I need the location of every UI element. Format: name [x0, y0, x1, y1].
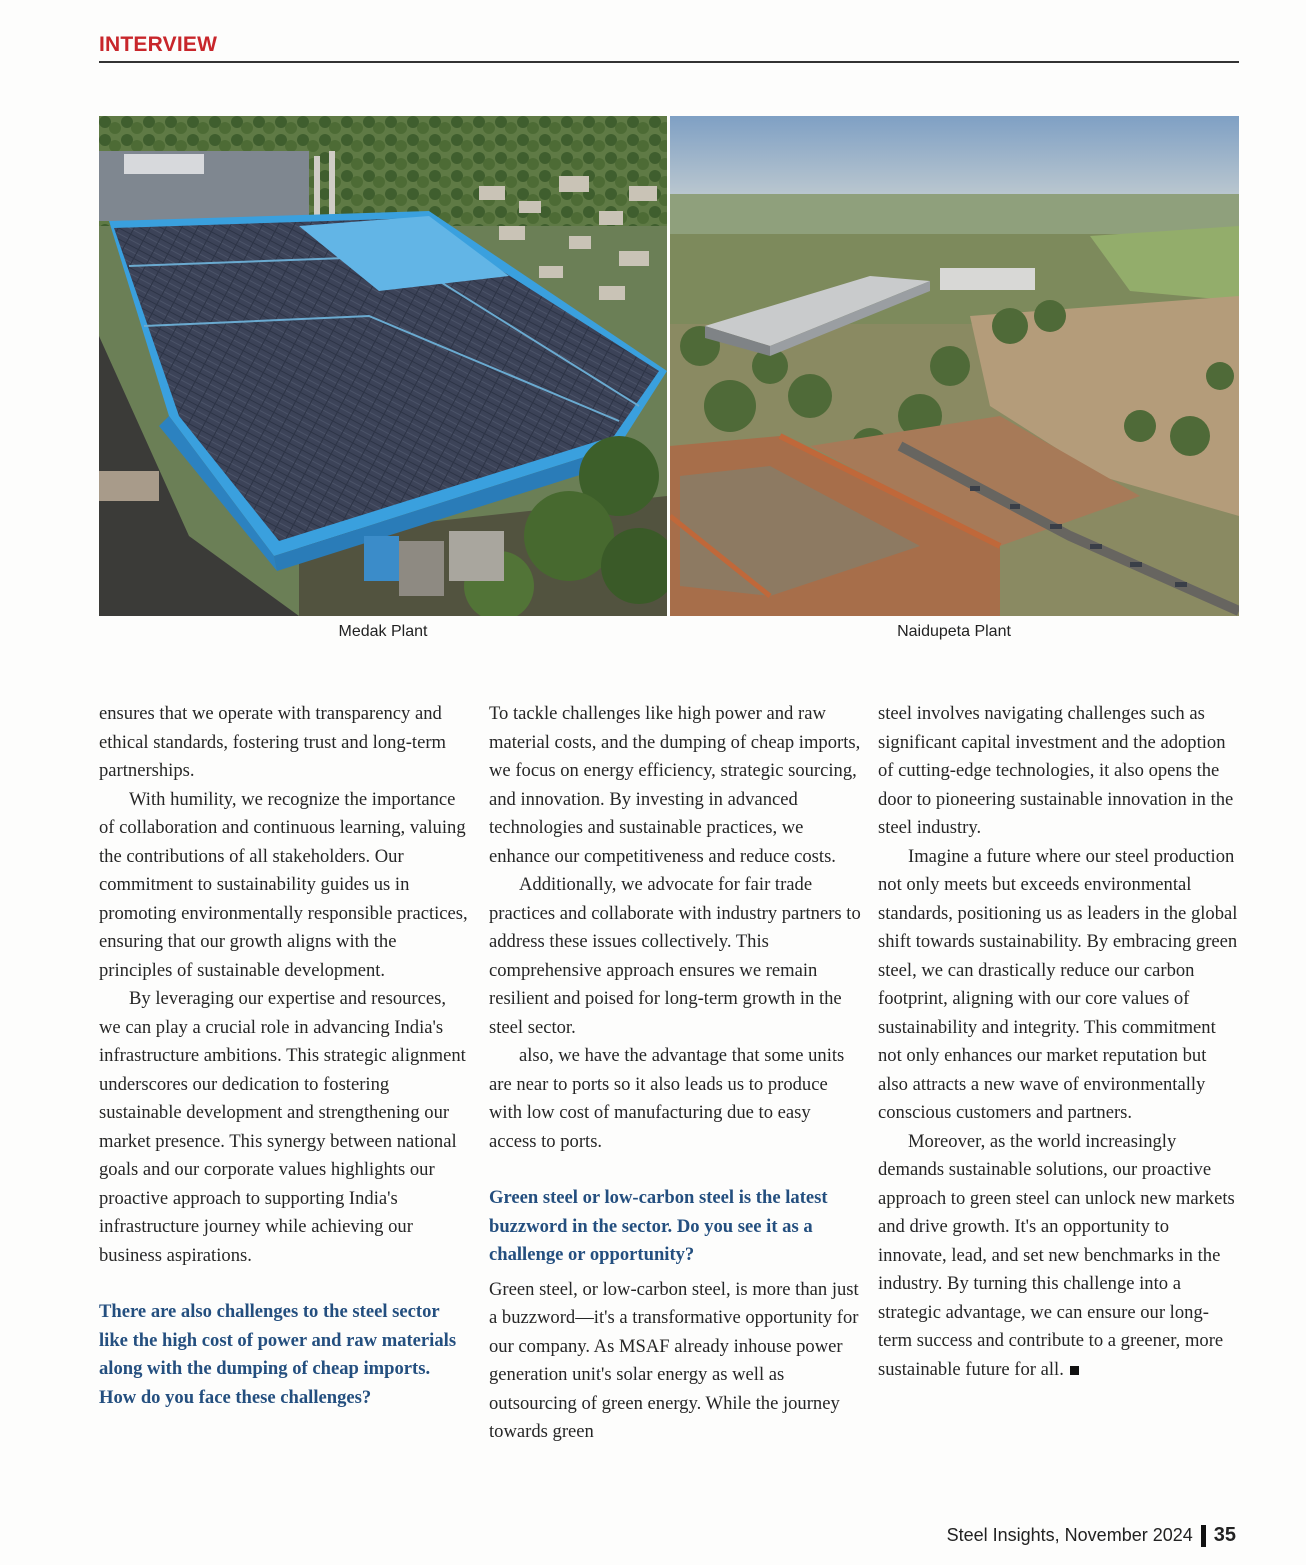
- aerial-photo-rooftop-solar-plant-icon: [99, 116, 667, 616]
- paragraph: [878, 1128, 1238, 1385]
- interview-question: Green steel or low-carbon steel is the latest buzzword in the sector. Do you see it as a challenge or opportunity?: [489, 1187, 828, 1265]
- paragraph: Green steel, or low-carbon steel, is more than just a buzzword—it's a transformative opportunity for our company. As MSAF already inhouse power generation unit's solar energy as well as outsourcing of green energy. While the journey towards green: [489, 1278, 859, 1442]
- medak-plant-caption: Medak Plant: [338, 623, 428, 640]
- page-footer: [947, 1524, 1236, 1547]
- header-rule: [99, 61, 1239, 63]
- page-number: 35: [1213, 1524, 1236, 1546]
- section-title: INTERVIEW: [99, 33, 218, 56]
- paragraph: Additionally, we advocate for fair trade practices and collaborate with industry partners to address these issues collectively. This comprehensive approach ensures we remain resilient and poised for long-term growth in the steel sector.: [489, 874, 861, 1038]
- paragraph: With humility, we recognize the importance of collaboration and continuous learning, valuing the contributions of all stakeholders. Our commitment to sustainability guides us in promoting environmentally responsible practices, ensuring that our growth aligns with the principles of sustainable development.: [99, 788, 468, 981]
- paragraph: By leveraging our expertise and resources, we can play a crucial role in advancing India's infrastructure ambitions. This strategic alignment underscores our dedication to fostering sustainable development and strengthening our market presence. This synergy between national goals and our corporate values highlights our proactive approach to supporting India's infrastructure journey while achieving our business aspirations.: [99, 988, 466, 1266]
- article-column-1: [99, 700, 471, 1418]
- footer-divider: [1201, 1525, 1206, 1547]
- aerial-photo-plant-site-icon: [670, 116, 1239, 616]
- paragraph: To tackle challenges like high power and raw material costs, and the dumping of cheap imports, we focus on energy efficiency, strategic sourcing, and innovation. By investing in advanced technologies and sustainable practices, we enhance our competitiveness and reduce costs.: [489, 703, 861, 867]
- end-of-article-icon: [1070, 1366, 1079, 1375]
- naidupeta-plant-caption: Naidupeta Plant: [897, 623, 1011, 640]
- paragraph: ensures that we operate with transparency and ethical standards, fostering trust and long-term partnerships.: [99, 703, 446, 781]
- naidupeta-plant-photo: [670, 116, 1239, 616]
- paragraph: Imagine a future where our steel production not only meets but exceeds environmental standards, positioning us as leaders in the global shift towards sustainability. By embracing green steel, we can drastically reduce our carbon footprint, aligning with our core values of sustainability and integrity. This commitment not only enhances our market reputation but also attracts a new wave of environmentally conscious customers and partners.: [878, 845, 1238, 1123]
- interview-question: There are also challenges to the steel sector like the high cost of power and raw materials along with the dumping of cheap imports. How do you face these challenges?: [99, 1301, 457, 1408]
- paragraph-text: Moreover, as the world increasingly demands sustainable solutions, our proactive approach to green steel can unlock new markets and drive growth. It's an opportunity to innovate, lead, and set new benchmarks in the industry. By turning this challenge into a strategic advantage, we can ensure our long-term success and contribute to a greener, more sustainable future for all.: [878, 1130, 1235, 1380]
- medak-plant-photo: [99, 116, 667, 616]
- publication-name: Steel Insights, November 2024: [946, 1525, 1193, 1545]
- paragraph: steel involves navigating challenges such as significant capital investment and the adoption of cutting-edge technologies, it also opens the door to pioneering sustainable innovation in the steel industry.: [878, 703, 1234, 838]
- paragraph: also, we have the advantage that some units are near to ports so it also leads us to produce with low cost of manufacturing due to easy access to ports.: [489, 1045, 845, 1152]
- article-column-3: [878, 700, 1238, 1384]
- article-column-2: [489, 700, 861, 1447]
